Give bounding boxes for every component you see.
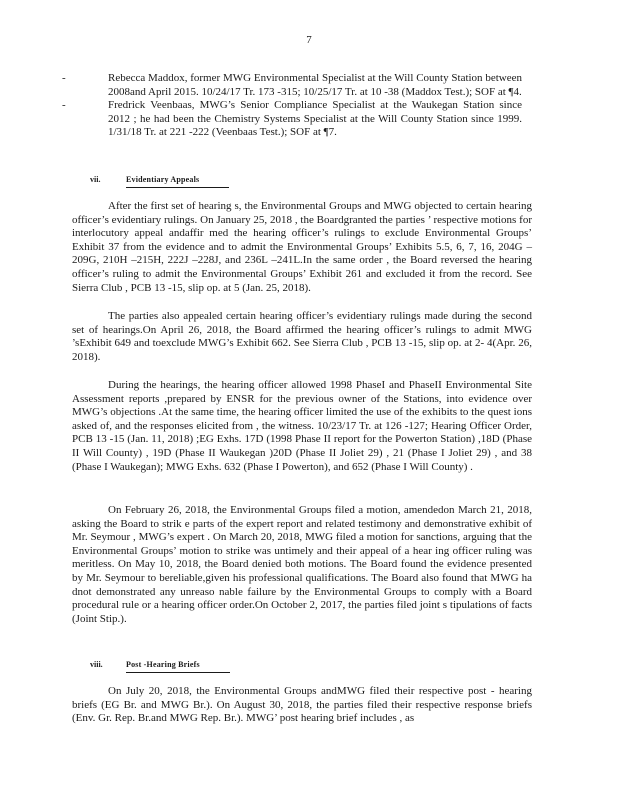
paragraph: The parties also appealed certain hearing officer’s evidentiary rulings made during the second set of hearings.On April 26, 2018, the Board affirmed the hearing officer’s rulings to admit MWG ’sExhibit 649 and toexclude MWG’s Exhibit 662. See Sierra Club , PCB 13 -15, slip op. at 2- 4(Apr. 26, 2018). xyxy=(72,310,532,363)
list-item-text: Rebecca Maddox, former MWG Environmental Specialist at the Will County Station between 2008and April 2015. 10/24/17 Tr. 173 -315; 10/25/17 Tr. at 10 -38 (Maddox Test.); SOF at ¶4. xyxy=(108,72,522,98)
paragraph: After the first set of hearing s, the Environmental Groups and MWG objected to certain hearing officer’s evidentiary rulings. On January 25, 2018 , the Boardgranted the parties ’ respective motions for interlocutory appeal andaffir med the hearing officer’s rulings to exclude Environmental Groups’ Exhibit 37 from the evidence and to admit the Environmental Groups’ Exhibits 5.5, 6, 7, 16, 204G –209G, 210H –215H, 222J –228J, and 236L –241L.In the same order , the Board reversed the hearing officer’s ruling to admit the Environmental Groups’ Exhibit 261 and excluded it from the record. See Sierra Club , PCB 13 -15, slip op. at 5 (Jan. 25, 2018). xyxy=(72,200,532,294)
bullet-dash: - xyxy=(62,72,66,84)
section-number: vii. xyxy=(90,175,101,184)
section-heading-post-hearing-briefs xyxy=(90,658,230,673)
section-title: Evidentiary Appeals xyxy=(126,173,229,188)
list-item-text: Fredrick Veenbaas, MWG’s Senior Compliance Specialist at the Waukegan Station since 2012 ; he had been the Chemistry Systems Specialist at the Will County Station since 1999. 1/31/18 Tr. at 221 -222 (Veenbaas Test.); SOF at ¶7. xyxy=(108,99,522,139)
section-number: viii. xyxy=(90,660,103,669)
section-heading-evidentiary-appeals xyxy=(90,173,229,188)
list-item xyxy=(62,72,522,99)
witness-list xyxy=(62,72,522,140)
paragraph: On July 20, 2018, the Environmental Groups andMWG filed their respective post - hearing briefs (EG Br. and MWG Br.). On August 30, 2018, the parties filed their respective response briefs (Env. Gr. Rep. Br.and MWG Rep. Br.). MWG’ post hearing brief includes , as xyxy=(72,685,532,725)
page-number: 7 xyxy=(306,34,312,46)
list-item xyxy=(62,99,522,140)
paragraph: On February 26, 2018, the Environmental Groups filed a motion, amendedon March 21, 2018, asking the Board to strik e parts of the expert report and related testimony and demonstrative exhibit of Mr. Seymour , MWG’s expert . On March 20, 2018, MWG filed a motion for sanctions, arguing that the Environmental Groups’ motion to strike was untimely and their appeal of a hear ing officer ruling was meritless. On May 10, 2018, the Board denied both motions. The Board found the evidence presented by Mr. Seymour to bereliable,given his professional qualifications. The Board also found that MWG ha dnot demonstrated any unreaso nable failure by the Environmental Groups to comply with a Board procedural rule or a hearing officer order.On October 2, 2017, the parties filed joint s tipulations of facts (Joint Stip.). xyxy=(72,504,532,625)
paragraph: During the hearings, the hearing officer allowed 1998 PhaseI and PhaseII Environmental Site Assessment reports ,prepared by ENSR for the previous owner of the Stations, into evidence over MWG’s objections .At the same time, the hearing officer limited the use of the exhibits to the quest ions asked of, and the responses elicited from , the witness. 10/23/17 Tr. at 126 -127; Hearing Officer Order, PCB 13 -15 (Jan. 11, 2018) ;EG Exhs. 17D (1998 Phase II report for the Powerton Station) ,18D (Phase II Will County) , 19D (Phase II Waukegan )20D (Phase II Joliet 29) , 21 (Phase I Joliet 29) , and 38 (Phase I Waukegan); MWG Exhs. 632 (Phase I Powerton), and 652 (Phase I Will County) . xyxy=(72,379,532,473)
section-title: Post -Hearing Briefs xyxy=(126,658,230,673)
bullet-dash: - xyxy=(62,99,66,112)
